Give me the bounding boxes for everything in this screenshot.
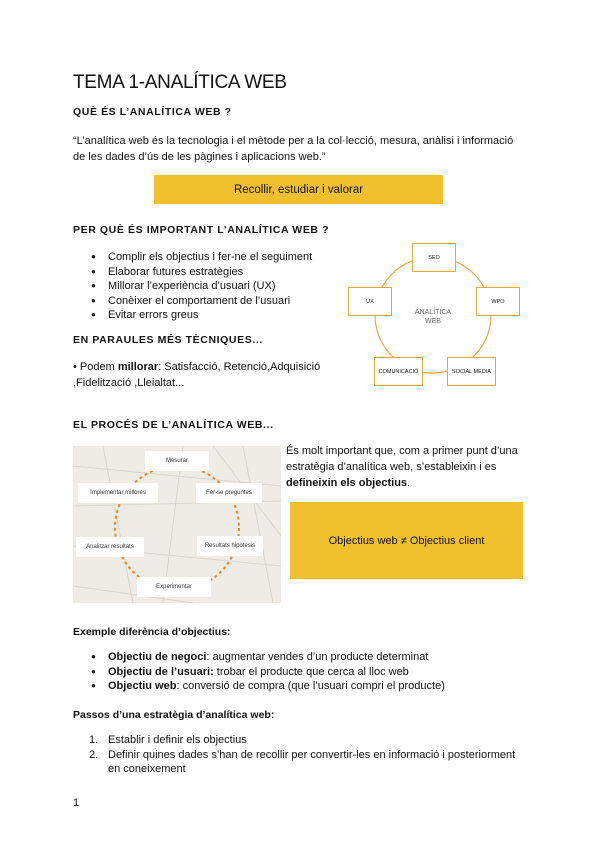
technical-bold: millorar — [117, 361, 159, 373]
section-heading-steps: Passos d’una estratègia d’analítica web: — [73, 709, 275, 721]
technical-rest: : Satisfacció, Retenció,Adquisició — [158, 361, 321, 373]
cycle-node-social-media: SOCIAL MEDIA — [447, 357, 496, 386]
center-line-2: WEB — [425, 318, 441, 325]
process-illustration — [73, 446, 281, 603]
cycle-node-communication: COMUNICACIÓ — [374, 357, 423, 386]
page-number: 1 — [73, 797, 80, 809]
objectives-bold: defineixin els objectius — [286, 477, 408, 489]
item-text: trobar el producte que cerca al lloc web — [213, 665, 409, 678]
step-number: 1. — [89, 734, 99, 746]
step-text: Establir i definir els objectius — [108, 734, 247, 746]
importance-list — [88, 250, 348, 323]
technical-text — [73, 359, 343, 391]
list-item: ● Millorar l’experiència d’usuari (UX) — [88, 279, 348, 294]
step-number: 2. — [89, 748, 99, 761]
item-text: : conversió de compra (que l’usuari compri el producte) — [176, 680, 445, 693]
section-heading-why-important: PER QUÈ ÉS IMPORTANT L’ANALÍTICA WEB ? — [73, 224, 330, 236]
objectives-period: . — [407, 477, 411, 489]
objectives-line-2: estratègia d’analítica web, s’estableixin i es — [286, 461, 497, 473]
analytics-cycle-diagram — [345, 240, 525, 390]
list-item-continuation: en coneixement — [108, 763, 186, 776]
technical-line-2: ,Fidelització ,Lleialtat... — [73, 377, 185, 389]
definition-quote — [73, 133, 543, 165]
highlight-banner-objectives: Objectius web ≠ Objectius client — [290, 502, 523, 579]
page-title: TEMA 1-ANALÍTICA WEB — [73, 72, 287, 93]
list-item — [73, 733, 543, 748]
item-text: : augmentar vendes d’un producte determinat — [206, 651, 429, 663]
process-step-analyze: Analitzar resultats — [76, 537, 144, 557]
example-objectives-list — [88, 650, 528, 694]
section-heading-example: Exemple diferència d’objectius: — [73, 626, 231, 638]
cycle-center-label — [405, 308, 461, 326]
cycle-node-seo: SEO — [412, 243, 456, 272]
process-step-measure: Mesurar — [145, 451, 209, 471]
strategy-steps-list — [73, 733, 543, 777]
highlight-banner-collect: Recollir, estudiar i valorar — [154, 175, 443, 204]
objectives-line-3 — [286, 475, 546, 491]
process-step-questions: Fer-se preguntes — [196, 483, 262, 503]
section-heading-technical: EN PARAULES MÉS TÈCNIQUES... — [73, 334, 263, 346]
objectives-text — [286, 443, 546, 491]
quote-line-2: de les dades d’ús de les pàgines i aplicacions web.” — [73, 151, 326, 163]
list-item — [73, 748, 543, 763]
technical-prefix: • Podem — [73, 361, 118, 373]
center-line-1: ANALÍTICA — [414, 309, 452, 316]
cycle-node-ux: UX — [348, 287, 392, 316]
section-heading-what-is: QUÈ ÉS L’ANALÍTICA WEB ? — [73, 106, 232, 118]
quote-line-1: “L’analítica web és la tecnologia i el mètode per a la col·lecció, mesura, anàlisi i informació — [73, 135, 514, 147]
list-item — [88, 650, 528, 665]
cycle-node-wpo: WPO — [476, 287, 520, 316]
item-bold: Objectiu web — [108, 680, 177, 693]
item-bold: Objectiu de l’usuari: — [108, 665, 214, 678]
list-item — [88, 679, 528, 694]
section-heading-process: EL PROCÉS DE L’ANALÍTICA WEB... — [73, 419, 274, 431]
list-item: ● Conèixer el comportament de l’usuari — [88, 294, 348, 309]
list-item: ● Elaborar futures estratègies — [88, 265, 348, 280]
process-step-experiment: Experimentar — [137, 577, 211, 597]
list-item: ● Complir els objectius i fer-ne el seguiment — [88, 250, 348, 265]
step-text: Definir quines dades s’han de recollir per convertir-les en informació i posteriorment — [108, 748, 516, 761]
process-step-implement: Implementar millores — [78, 483, 158, 503]
list-item — [88, 665, 528, 680]
objectives-line-1: És molt important que, com a primer punt d’una — [286, 445, 518, 457]
item-bold: Objectiu de negoci — [108, 651, 207, 663]
list-item: ● Evitar errors greus — [88, 308, 348, 323]
process-step-hypothesis: Resultats hipòtesis — [197, 536, 263, 556]
technical-line-1 — [73, 359, 343, 375]
